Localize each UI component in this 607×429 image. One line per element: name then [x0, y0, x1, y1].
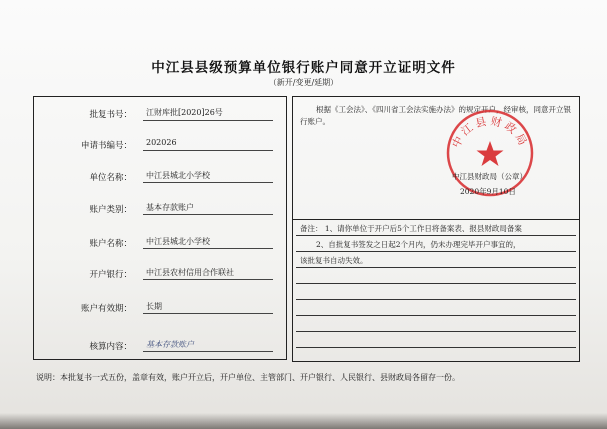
unit-name-value: 中江县城北小学校	[146, 171, 210, 180]
note-rule	[296, 251, 576, 252]
approval-number-label: 批复书号：	[89, 110, 132, 120]
note-rule	[296, 283, 576, 284]
note-line-3: 该批复书自动失效。	[300, 256, 368, 265]
underline	[143, 313, 273, 314]
underline	[143, 182, 273, 183]
section-divider	[293, 219, 579, 220]
approval-opinion: 根据《工会法》、《四川省工会法实施办法》的规定开户，经审核，同意开立银行账户。	[300, 105, 571, 126]
note-line-2: 2、自批复书签发之日起2个月内，仍未办理完毕开户事宜的，	[316, 240, 521, 249]
note-rule	[296, 267, 576, 268]
underline	[143, 150, 273, 151]
approval-number-value: 江财库批[2020]26号	[146, 108, 223, 117]
bank-label: 开户银行：	[89, 270, 132, 280]
unit-name-label: 单位名称：	[89, 173, 132, 183]
signing-organization: 中江县财政局（公章）	[452, 172, 527, 181]
svg-text:中江县财政局: 中江县财政局	[449, 114, 531, 150]
document-subtitle: （新开/变更/延期）	[268, 78, 339, 87]
accounting-content-label: 核算内容：	[89, 342, 132, 352]
account-type-value: 基本存款账户	[146, 203, 194, 212]
underline	[143, 351, 273, 352]
footer-note: 说明：本批复书一式五份，盖章有效，账户开立后，开户单位、主管部门、开户银行、人民银行、县财政局各留存一份。	[36, 373, 460, 382]
account-name-value: 中江县城北小学校	[146, 237, 210, 246]
document-title: 中江县县级预算单位银行账户同意开立证明文件	[151, 60, 456, 76]
note-rule	[296, 331, 576, 332]
note-rule	[296, 347, 576, 348]
accounting-content-value: 基本存款账户	[146, 340, 194, 349]
note-rule	[296, 315, 576, 316]
validity-label: 账户有效期：	[80, 304, 132, 314]
account-info-box	[33, 96, 287, 360]
underline	[143, 248, 273, 249]
account-type-label: 账户类别：	[89, 205, 132, 215]
application-number-value: 202026	[146, 138, 177, 147]
underline	[143, 279, 273, 280]
bank-value: 中江县农村信用合作联社	[146, 268, 234, 277]
underline	[143, 120, 273, 121]
note-line-1: 备注： 1、请你单位于开户后5个工作日将备案表、报县财政局备案	[300, 224, 522, 233]
signing-date: 2020年9月10日	[460, 187, 516, 196]
page-shadow	[0, 413, 607, 429]
account-name-label: 账户名称：	[89, 239, 132, 249]
underline	[143, 214, 273, 215]
application-number-label: 申请书编号：	[80, 141, 132, 151]
note-rule	[296, 299, 576, 300]
validity-value: 长期	[146, 302, 162, 311]
note-rule	[296, 235, 576, 236]
